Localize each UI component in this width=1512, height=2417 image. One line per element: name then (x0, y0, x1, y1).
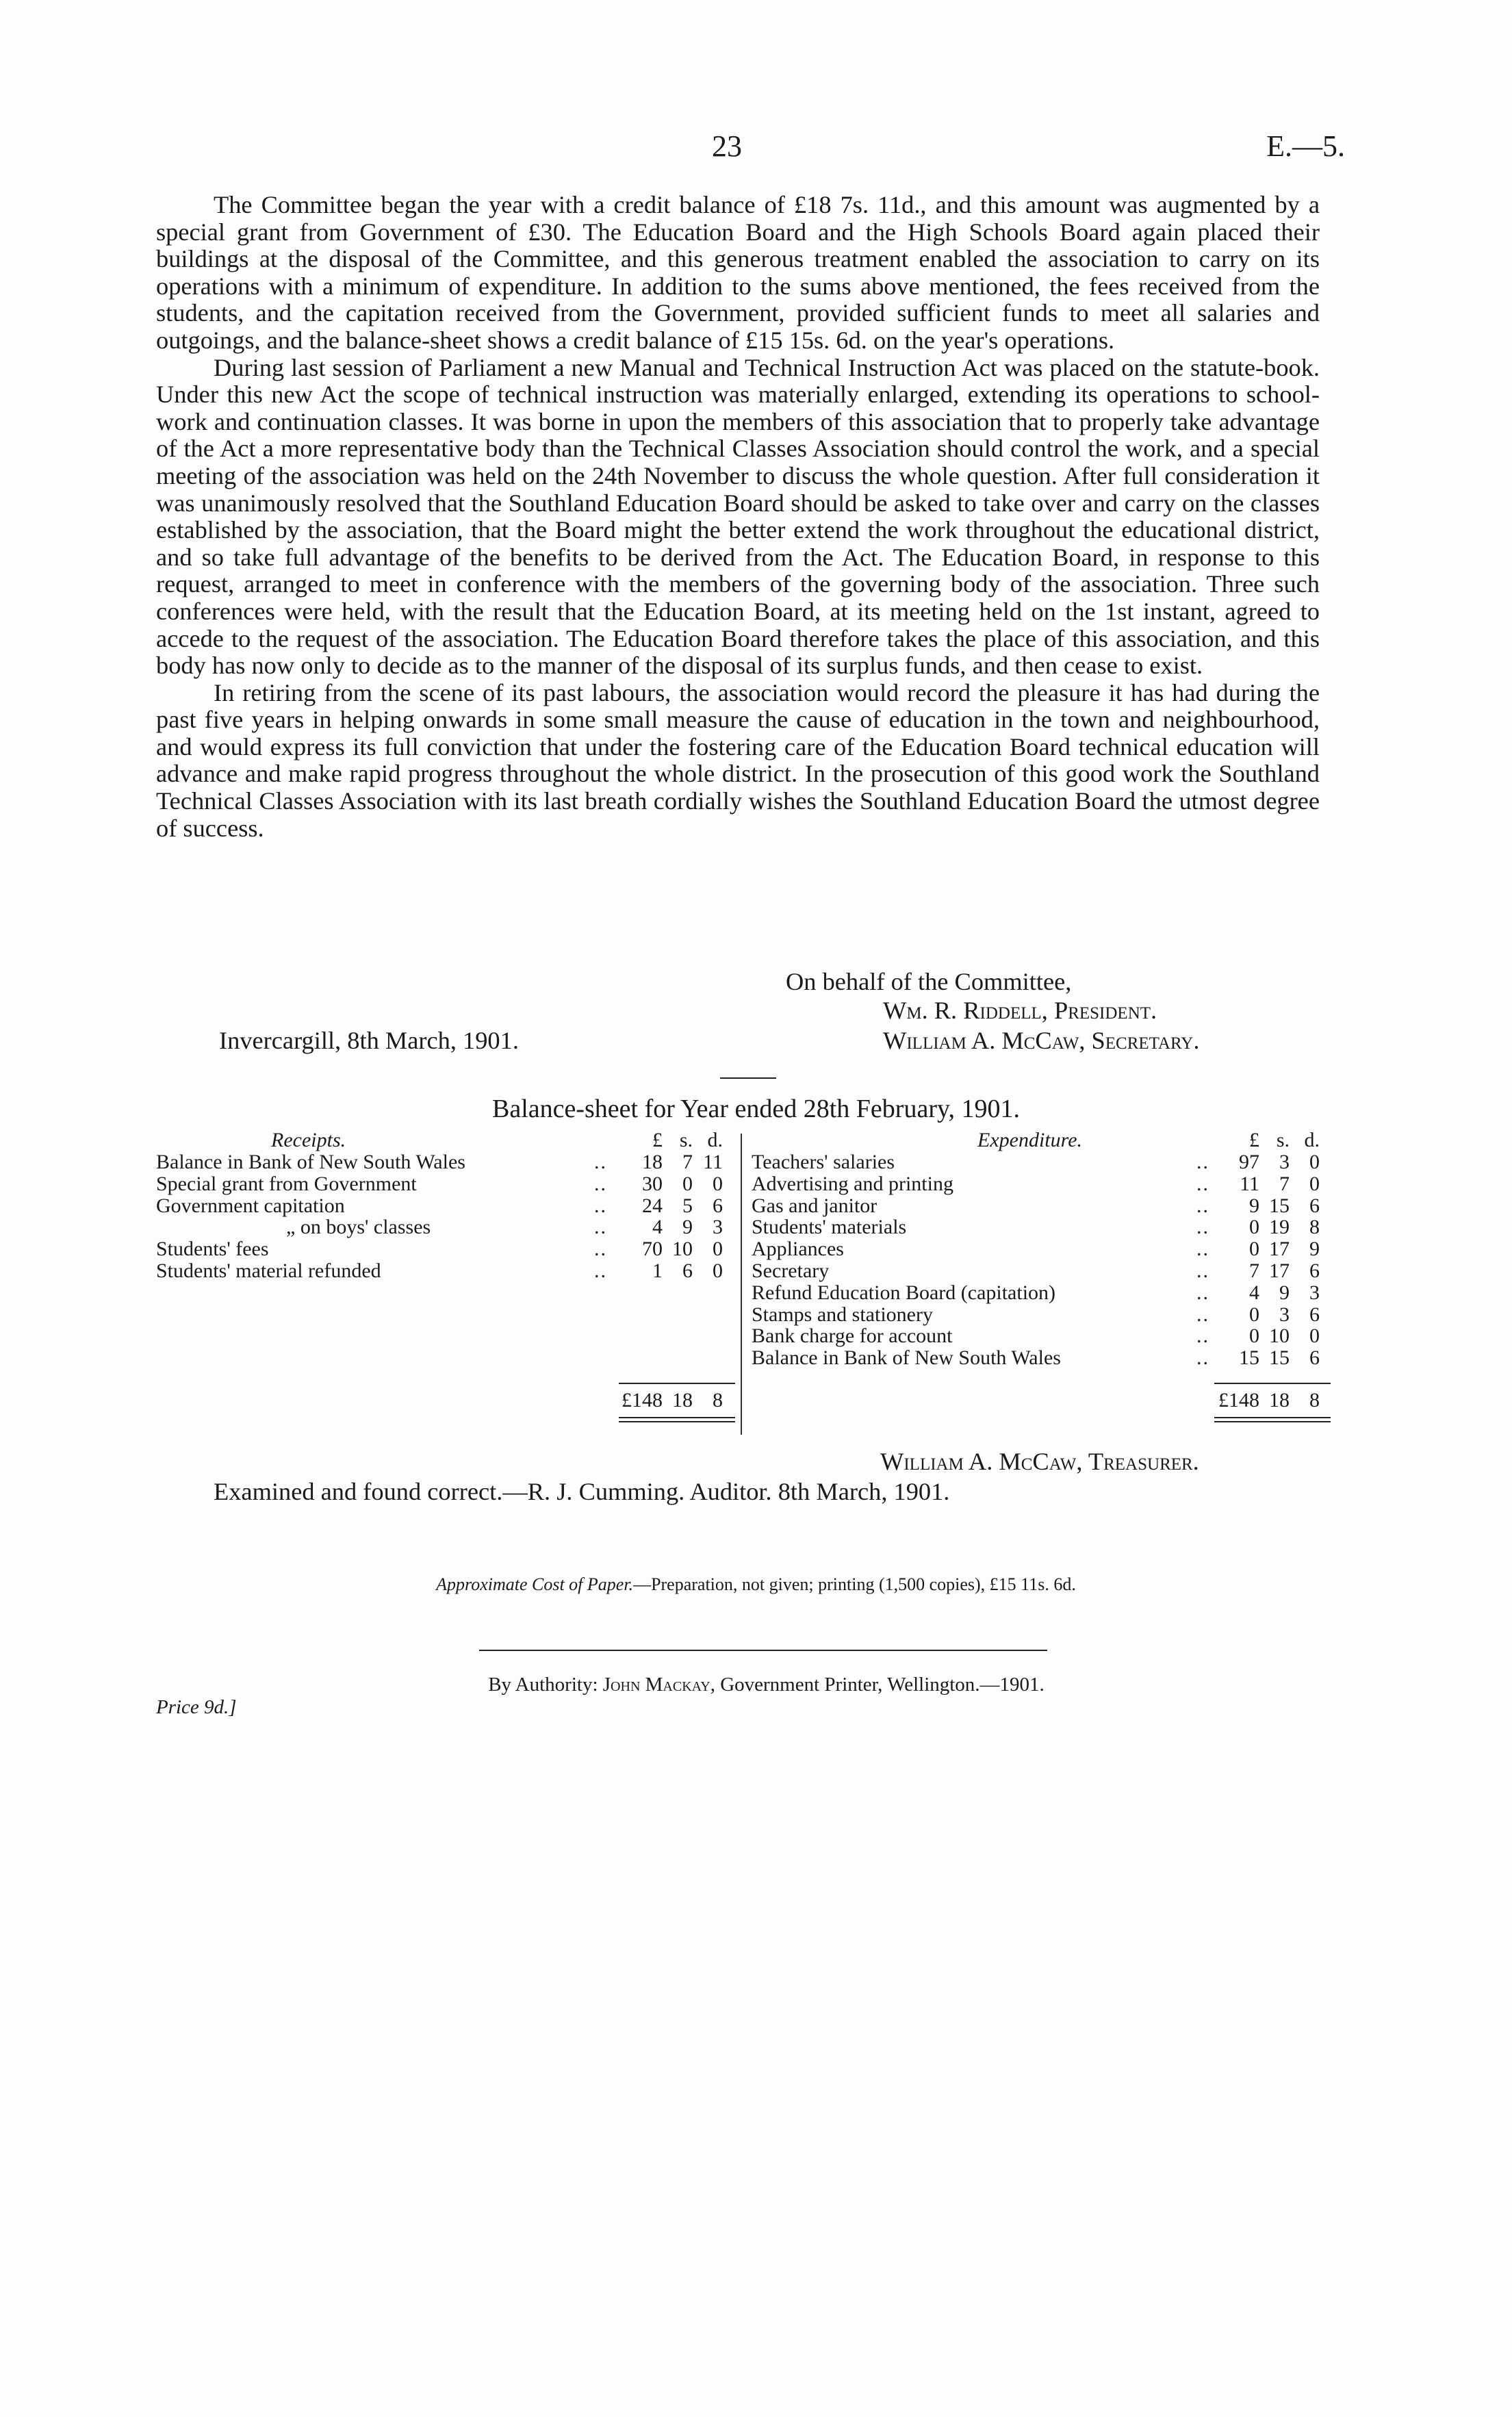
leader-dots: .. (1196, 1216, 1209, 1239)
president-signature: Wm. R. Riddell, President. (883, 997, 1157, 1024)
amount-pence: 0 (713, 1238, 723, 1261)
amount-pounds: 7 (1249, 1259, 1259, 1282)
receipts-total-pence: 8 (713, 1389, 723, 1411)
row-label: Teachers' salaries (752, 1151, 895, 1173)
amount-shillings: 6 (682, 1259, 693, 1282)
amount-shillings: 3 (1279, 1151, 1290, 1173)
amount-shillings: 9 (682, 1216, 693, 1239)
secretary-signature: William A. McCaw, Secretary. (883, 1027, 1200, 1054)
row-label: Refund Education Board (capitation) (752, 1281, 1056, 1304)
amount-pounds: 4 (1249, 1281, 1259, 1304)
amount-pounds: 15 (1239, 1346, 1259, 1370)
section-divider (720, 1077, 776, 1079)
amount-pounds: 30 (642, 1172, 663, 1195)
amount-pounds: 18 (642, 1151, 663, 1173)
row-label: Stamps and stationery (752, 1303, 933, 1326)
amount-pence: 3 (713, 1216, 723, 1239)
amount-shillings: 3 (1279, 1303, 1290, 1326)
authority-suffix: , Government Printer, Wellington.—1901. (710, 1674, 1045, 1696)
amount-pence: 3 (1309, 1281, 1320, 1304)
receipts-table (156, 1129, 731, 1424)
amount-pence: 11 (703, 1151, 723, 1173)
col-pounds: £ (1249, 1129, 1259, 1151)
row-label: Bank charge for account (752, 1325, 953, 1348)
leader-dots: .. (1196, 1281, 1209, 1304)
amount-shillings: 10 (1269, 1325, 1290, 1348)
col-pence: d. (707, 1129, 723, 1151)
leader-dots: .. (594, 1238, 607, 1261)
amount-pence: 6 (1309, 1259, 1320, 1282)
expenditure-total (752, 1390, 1340, 1413)
paragraph-retiring: In retiring from the scene of its past labours, the association would record the pleasure it has had during the past five years in helping onwards in some small measure the cause of education in the town and neighbourhood, and would express its full conviction that under the fostering care of the Education Board technical education will advance and make rapid progress throughout the whole district. In the prosecution of this good work the Southland Technical Classes Association with its last breath cordially wishes the Southland Education Board the utmost degree of success. (156, 678, 1320, 842)
leader-dots: .. (1196, 1238, 1209, 1261)
col-shillings: s. (1276, 1129, 1290, 1151)
leader-dots: .. (594, 1259, 607, 1282)
receipts-sum-rule (619, 1383, 735, 1384)
amount-pounds: 0 (1249, 1238, 1259, 1261)
leader-dots: .. (1196, 1346, 1209, 1370)
amount-pounds: 11 (1240, 1172, 1259, 1195)
printer-authority (0, 1674, 1512, 1696)
amount-shillings: 10 (672, 1238, 693, 1261)
receipts-total-shillings: 18 (672, 1389, 693, 1411)
row-label: Students' materials (752, 1216, 907, 1239)
amount-pounds: 1 (652, 1259, 663, 1282)
amount-pounds: 24 (642, 1194, 663, 1217)
amount-pence: 0 (713, 1172, 723, 1195)
amount-pounds: 4 (652, 1216, 663, 1239)
row-label: Appliances (752, 1238, 844, 1261)
row-label: Students' material refunded (156, 1259, 381, 1282)
auditor-statement: Examined and found correct.—R. J. Cumming. Auditor. 8th March, 1901. (214, 1478, 950, 1505)
col-shillings: s. (679, 1129, 693, 1151)
amount-pence: 8 (1309, 1216, 1320, 1239)
table-divider (741, 1134, 742, 1435)
authority-name: John Mackay (602, 1674, 710, 1696)
cost-label: Approximate Cost of Paper. (436, 1574, 634, 1594)
row-label: Gas and janitor (752, 1194, 877, 1217)
row-label: Students' fees (156, 1238, 269, 1261)
amount-pounds: 0 (1249, 1303, 1259, 1326)
leader-dots: .. (594, 1194, 607, 1217)
amount-shillings: 15 (1269, 1194, 1290, 1217)
report-body (156, 192, 1320, 842)
footer-divider (479, 1650, 1047, 1651)
amount-shillings: 5 (682, 1194, 693, 1217)
leader-dots: .. (1196, 1194, 1209, 1217)
expenditure-double-rule (1214, 1421, 1331, 1422)
amount-pounds: 9 (1249, 1194, 1259, 1217)
expenditure-total-pence: 8 (1309, 1389, 1320, 1411)
leader-dots: .. (1196, 1303, 1209, 1326)
cost-of-paper (0, 1574, 1512, 1595)
amount-pounds: 70 (642, 1238, 663, 1261)
leader-dots: .. (594, 1172, 607, 1195)
row-label: Secretary (752, 1259, 830, 1282)
leader-dots: .. (1196, 1151, 1209, 1173)
treasurer-signature: William A. McCaw, Treasurer. (880, 1448, 1199, 1475)
amount-pence: 0 (1309, 1151, 1320, 1173)
amount-shillings: 7 (682, 1151, 693, 1173)
amount-shillings: 17 (1269, 1259, 1290, 1282)
page-number: 23 (712, 129, 742, 163)
amount-shillings: 9 (1279, 1281, 1290, 1304)
leader-dots: .. (594, 1216, 607, 1239)
leader-dots: .. (1196, 1325, 1209, 1348)
col-pence: d. (1304, 1129, 1320, 1151)
amount-shillings: 17 (1269, 1238, 1290, 1261)
paragraph-new-act: During last session of Parliament a new Manual and Technical Instruction Act was placed on the statute-book. Under this new Act the scope of technical instruction was materially enlarged, extending its operations to school-work and continuation classes. It was borne in upon the members of this association that to properly take advantage of the Act a more representative body than the Technical Classes Association should control the work, and a special meeting of the association was held on the 24th November to discuss the whole question. After full consideration it was unanimously resolved that the Southland Education Board should be asked to take over and carry on the classes established by the association, that the Board might the better extend the work throughout the educational district, and so take full advantage of the benefits to be derived from the Act. The Education Board, in response to this request, arranged to meet in conference with the members of the governing body of the association. Three such conferences were held, with the result that the Education Board, at its meeting held on the 1st instant, agreed to accede to the request of the association. The Education Board therefore takes the place of this association, and this body has now only to decide as to the manner of the disposal of its surplus funds, and then cease to exist. (156, 353, 1320, 680)
expenditure-total-shillings: 18 (1269, 1389, 1290, 1411)
amount-pence: 0 (713, 1259, 723, 1282)
receipts-double-rule (619, 1421, 735, 1422)
amount-shillings: 0 (682, 1172, 693, 1195)
balance-sheet-title: Balance-sheet for Year ended 28th February, 1901. (491, 1095, 1021, 1123)
row-label: Government capitation (156, 1194, 345, 1217)
amount-pounds: 97 (1239, 1151, 1259, 1173)
col-pounds: £ (652, 1129, 663, 1151)
amount-pence: 9 (1309, 1238, 1320, 1261)
amount-pence: 6 (1309, 1303, 1320, 1326)
amount-pence: 6 (1309, 1194, 1320, 1217)
cost-text: —Preparation, not given; printing (1,500 copies), £15 11s. 6d. (633, 1574, 1076, 1594)
leader-dots: .. (1196, 1259, 1209, 1282)
amount-shillings: 19 (1269, 1216, 1290, 1239)
amount-pence: 6 (713, 1194, 723, 1217)
row-label: Advertising and printing (752, 1172, 953, 1195)
receipts-total (156, 1390, 731, 1413)
amount-pounds: 0 (1249, 1216, 1259, 1239)
expenditure-double-rule (1214, 1417, 1331, 1418)
receipts-double-rule (619, 1417, 735, 1418)
price: Price 9d.] (156, 1696, 237, 1718)
receipts-total-pounds: £148 (622, 1389, 663, 1411)
amount-pence: 6 (1309, 1346, 1320, 1370)
expenditure-header: Expenditure. (977, 1129, 1083, 1151)
amount-shillings: 15 (1269, 1346, 1290, 1370)
row-label: Special grant from Government (156, 1172, 417, 1195)
row-label: Balance in Bank of New South Wales (752, 1346, 1061, 1370)
leader-dots: .. (594, 1151, 607, 1173)
paragraph-credit-balance: The Committee began the year with a credit balance of £18 7s. 11d., and this amount was augmented by a special grant from Government of £30. The Education Board and the High Schools Board again placed their buildings at the disposal of the Committee, and this generous treatment enabled the association to carry on its operations with a minimum of expenditure. In addition to the sums above mentioned, the fees received from the students, and the capitation received from the Government, provided sufficient funds to meet all salaries and outgoings, and the balance-sheet shows a credit balance of £15 15s. 6d. on the year's operations. (156, 191, 1320, 354)
amount-pence: 0 (1309, 1172, 1320, 1195)
amount-shillings: 7 (1279, 1172, 1290, 1195)
row-label: „ on boys' classes (286, 1216, 431, 1239)
document-code: E.—5. (1266, 129, 1345, 163)
on-behalf-line: On behalf of the Committee, (786, 968, 1072, 995)
place-date: Invercargill, 8th March, 1901. (219, 1027, 519, 1054)
amount-pence: 0 (1309, 1325, 1320, 1348)
expenditure-sum-rule (1214, 1383, 1331, 1384)
expenditure-total-pounds: £148 (1218, 1389, 1259, 1411)
amount-pounds: 0 (1249, 1325, 1259, 1348)
receipts-header: Receipts. (271, 1129, 346, 1151)
leader-dots: .. (1196, 1172, 1209, 1195)
authority-prefix: By Authority: (488, 1674, 603, 1696)
row-label: Balance in Bank of New South Wales (156, 1151, 465, 1173)
expenditure-table (752, 1129, 1340, 1424)
